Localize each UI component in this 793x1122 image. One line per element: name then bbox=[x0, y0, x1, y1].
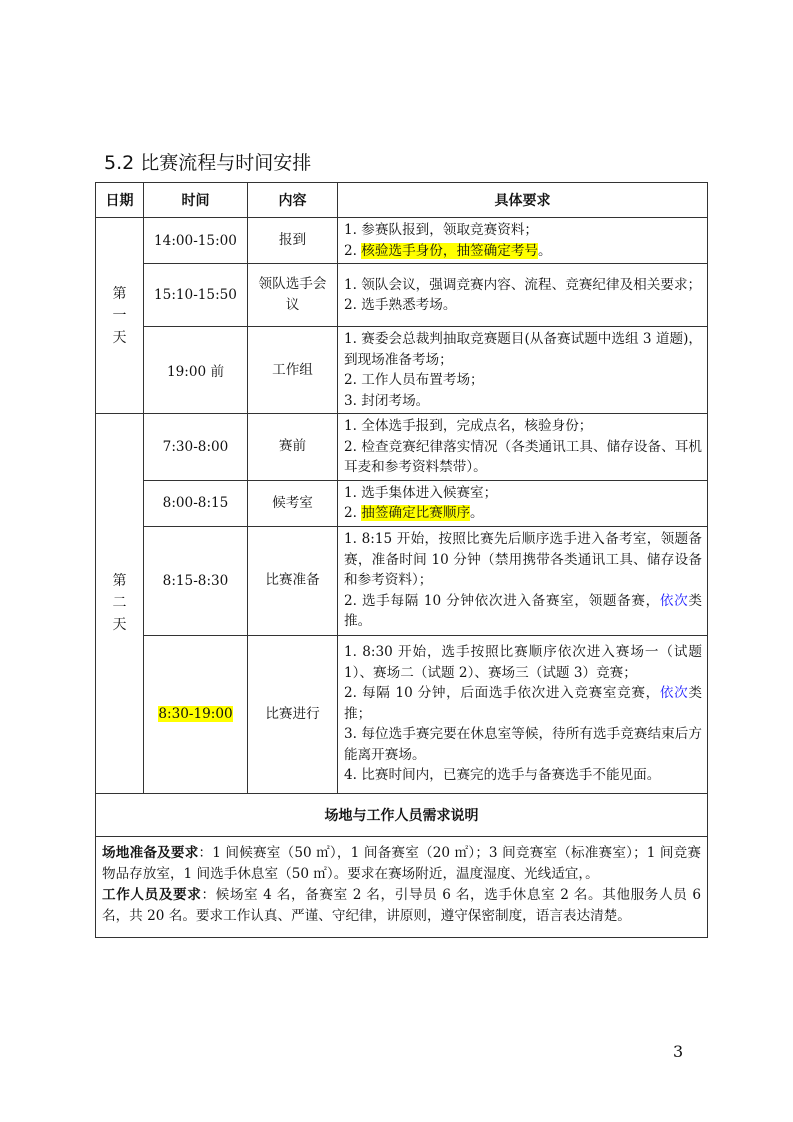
requirements-cell bbox=[338, 635, 708, 793]
content-cell bbox=[248, 327, 338, 414]
requirement-text: 2. 检查竞赛纪律落实情况（各类通讯工具、储存设备、耳机耳麦和参考资料禁带）。 bbox=[344, 438, 702, 475]
schedule-table bbox=[95, 182, 708, 938]
requirements-cell bbox=[338, 480, 708, 526]
table-row bbox=[96, 264, 708, 327]
requirement-text: 2. 工作人员布置考场； bbox=[344, 372, 484, 388]
requirement-text: 1. 8:30 开始，选手按照比赛顺序依次进入赛场一（试题 1）、赛场二（试题 2）、赛场三（试题 3）竞赛； bbox=[344, 644, 702, 681]
requirement-item bbox=[344, 724, 702, 765]
requirement-item bbox=[344, 529, 702, 591]
requirement-text: 2. 选手每隔 10 分钟依次进入备赛室，领题备赛， bbox=[344, 592, 660, 609]
requirement-item bbox=[344, 642, 702, 683]
time-cell bbox=[144, 264, 248, 327]
requirements-cell bbox=[338, 264, 708, 327]
page-number: 3 bbox=[673, 1042, 684, 1061]
requirement-item bbox=[344, 241, 702, 262]
content-cell bbox=[248, 218, 338, 264]
requirements-cell bbox=[338, 526, 708, 635]
content-cell bbox=[248, 480, 338, 526]
time-cell bbox=[144, 480, 248, 526]
requirement-text: 3. 封闭考场。 bbox=[344, 392, 430, 409]
staff-requirements bbox=[102, 885, 701, 927]
content-value: 候考室 bbox=[272, 494, 313, 511]
requirement-text: 2. 每隔 10 分钟，后面选手依次进入竞赛室竞赛， bbox=[344, 685, 660, 702]
requirement-item bbox=[344, 416, 702, 437]
blue-text: 依次 bbox=[659, 592, 689, 609]
requirement-text: 。 bbox=[470, 505, 484, 521]
header-requirements: 具体要求 bbox=[338, 183, 708, 218]
content-value: 领队选手会议 bbox=[258, 276, 327, 313]
requirement-text: 2. 选手熟悉考场。 bbox=[344, 297, 457, 313]
requirement-item bbox=[344, 370, 702, 391]
requirement-item bbox=[344, 329, 702, 370]
time-value: 15:10-15:50 bbox=[154, 287, 237, 303]
content-value: 工作组 bbox=[272, 361, 313, 378]
time-cell bbox=[144, 218, 248, 264]
venue-requirements bbox=[102, 843, 701, 885]
time-cell bbox=[144, 414, 248, 481]
requirements-cell bbox=[338, 414, 708, 481]
staff-text: ：候场室 4 名，备赛室 2 名，引导员 6 名，选手休息室 2 名。其他服务人员 6 名，共 20 名。要求工作认真、严谨、守纪律，讲原则，遵守保密制度，语言表达清楚。 bbox=[102, 886, 701, 924]
requirement-item bbox=[344, 437, 702, 478]
requirements-notes bbox=[96, 836, 708, 937]
requirements-cell bbox=[338, 218, 708, 264]
venue-label: 场地准备及要求 bbox=[102, 844, 199, 861]
time-value: 8:00-8:15 bbox=[162, 495, 229, 511]
requirement-text: 类推。 bbox=[344, 592, 702, 630]
content-value: 赛前 bbox=[278, 438, 307, 455]
day-label: 第二天 bbox=[112, 573, 127, 634]
requirement-item bbox=[344, 391, 702, 412]
day-cell bbox=[96, 414, 144, 794]
requirement-item bbox=[344, 591, 702, 632]
requirement-text: 4. 比赛时间内，已赛完的选手与备赛选手不能见面。 bbox=[344, 767, 661, 784]
time-cell bbox=[144, 327, 248, 414]
blue-text: 依次 bbox=[659, 685, 689, 702]
requirements-title: 场地与工作人员需求说明 bbox=[96, 793, 708, 836]
table-row bbox=[96, 526, 708, 635]
table-row bbox=[96, 327, 708, 414]
staff-label: 工作人员及要求 bbox=[102, 886, 202, 903]
day-label: 第一天 bbox=[112, 285, 127, 346]
requirement-text: 2. bbox=[344, 242, 362, 259]
time-cell bbox=[144, 635, 248, 793]
day-cell bbox=[96, 218, 144, 414]
venue-text: ：1 间候赛室（50 ㎡），1 间备赛室（20 ㎡）；3 间竞赛室（标准赛室）；1 间竞赛物品存放室，1 间选手休息室（50 ㎡）。要求在赛场附近，温度湿度、光线适宜，。 bbox=[102, 844, 702, 882]
content-cell bbox=[248, 264, 338, 327]
content-value: 报到 bbox=[278, 232, 307, 248]
requirement-item bbox=[344, 503, 702, 524]
requirement-text: 2. bbox=[344, 505, 362, 521]
requirements-title-row bbox=[96, 793, 708, 836]
time-value: 14:00-15:00 bbox=[154, 232, 237, 249]
time-value: 19:00 前 bbox=[166, 364, 225, 380]
highlighted-text: 抽签确定比赛顺序 bbox=[361, 505, 471, 521]
requirement-item bbox=[344, 295, 702, 316]
header-date: 日期 bbox=[96, 183, 144, 218]
time-value: 8:30-19:00 bbox=[158, 706, 233, 722]
requirement-text: 1. 全体选手报到，完成点名，核验身份； bbox=[344, 418, 593, 434]
requirement-item bbox=[344, 765, 702, 786]
content-cell bbox=[248, 635, 338, 793]
requirements-cell bbox=[338, 327, 708, 414]
requirement-text: 。 bbox=[538, 242, 552, 259]
requirement-text: 1. 参赛队报到，领取竞赛资料； bbox=[344, 222, 539, 238]
content-value: 比赛进行 bbox=[265, 705, 320, 722]
highlighted-text: 核验选手身份，抽签确定考号 bbox=[361, 242, 539, 259]
schedule-body bbox=[96, 218, 708, 794]
time-value: 8:15-8:30 bbox=[162, 572, 229, 589]
requirement-text: 1. 选手集体进入候赛室； bbox=[344, 484, 498, 501]
requirement-item bbox=[344, 220, 702, 241]
requirement-text: 3. 每位选手赛完要在休息室等候，待所有选手竞赛结束后方能离开赛场。 bbox=[344, 726, 702, 763]
header-content: 内容 bbox=[248, 183, 338, 218]
table-header-row bbox=[96, 183, 708, 218]
requirement-text: 1. 8:15 开始，按照比赛先后顺序选手进入备考室，领题备赛，准备时间 10 分钟（禁用携带各类通讯工具、储存设备和参考资料）； bbox=[344, 531, 702, 589]
requirement-text: 类推； bbox=[344, 685, 702, 722]
requirement-item bbox=[344, 683, 702, 724]
content-cell bbox=[248, 414, 338, 481]
requirement-text: 1. 领队会议，强调竞赛内容、流程、竞赛纪律及相关要求； bbox=[344, 276, 702, 293]
requirement-item bbox=[344, 275, 702, 296]
requirements-body-row bbox=[96, 836, 708, 937]
table-row bbox=[96, 218, 708, 264]
requirement-item bbox=[344, 483, 702, 504]
requirement-text: 1. 赛委会总裁判抽取竞赛题目(从备赛试题中选组 3 道题)，到现场准备考场； bbox=[344, 331, 702, 368]
table-row bbox=[96, 480, 708, 526]
header-time: 时间 bbox=[144, 183, 248, 218]
time-value: 7:30-8:00 bbox=[162, 438, 229, 455]
section-title: 5.2 比赛流程与时间安排 bbox=[104, 152, 312, 174]
time-cell bbox=[144, 526, 248, 635]
table-row bbox=[96, 635, 708, 793]
table-row bbox=[96, 414, 708, 481]
content-cell bbox=[248, 526, 338, 635]
content-value: 比赛准备 bbox=[265, 572, 320, 588]
